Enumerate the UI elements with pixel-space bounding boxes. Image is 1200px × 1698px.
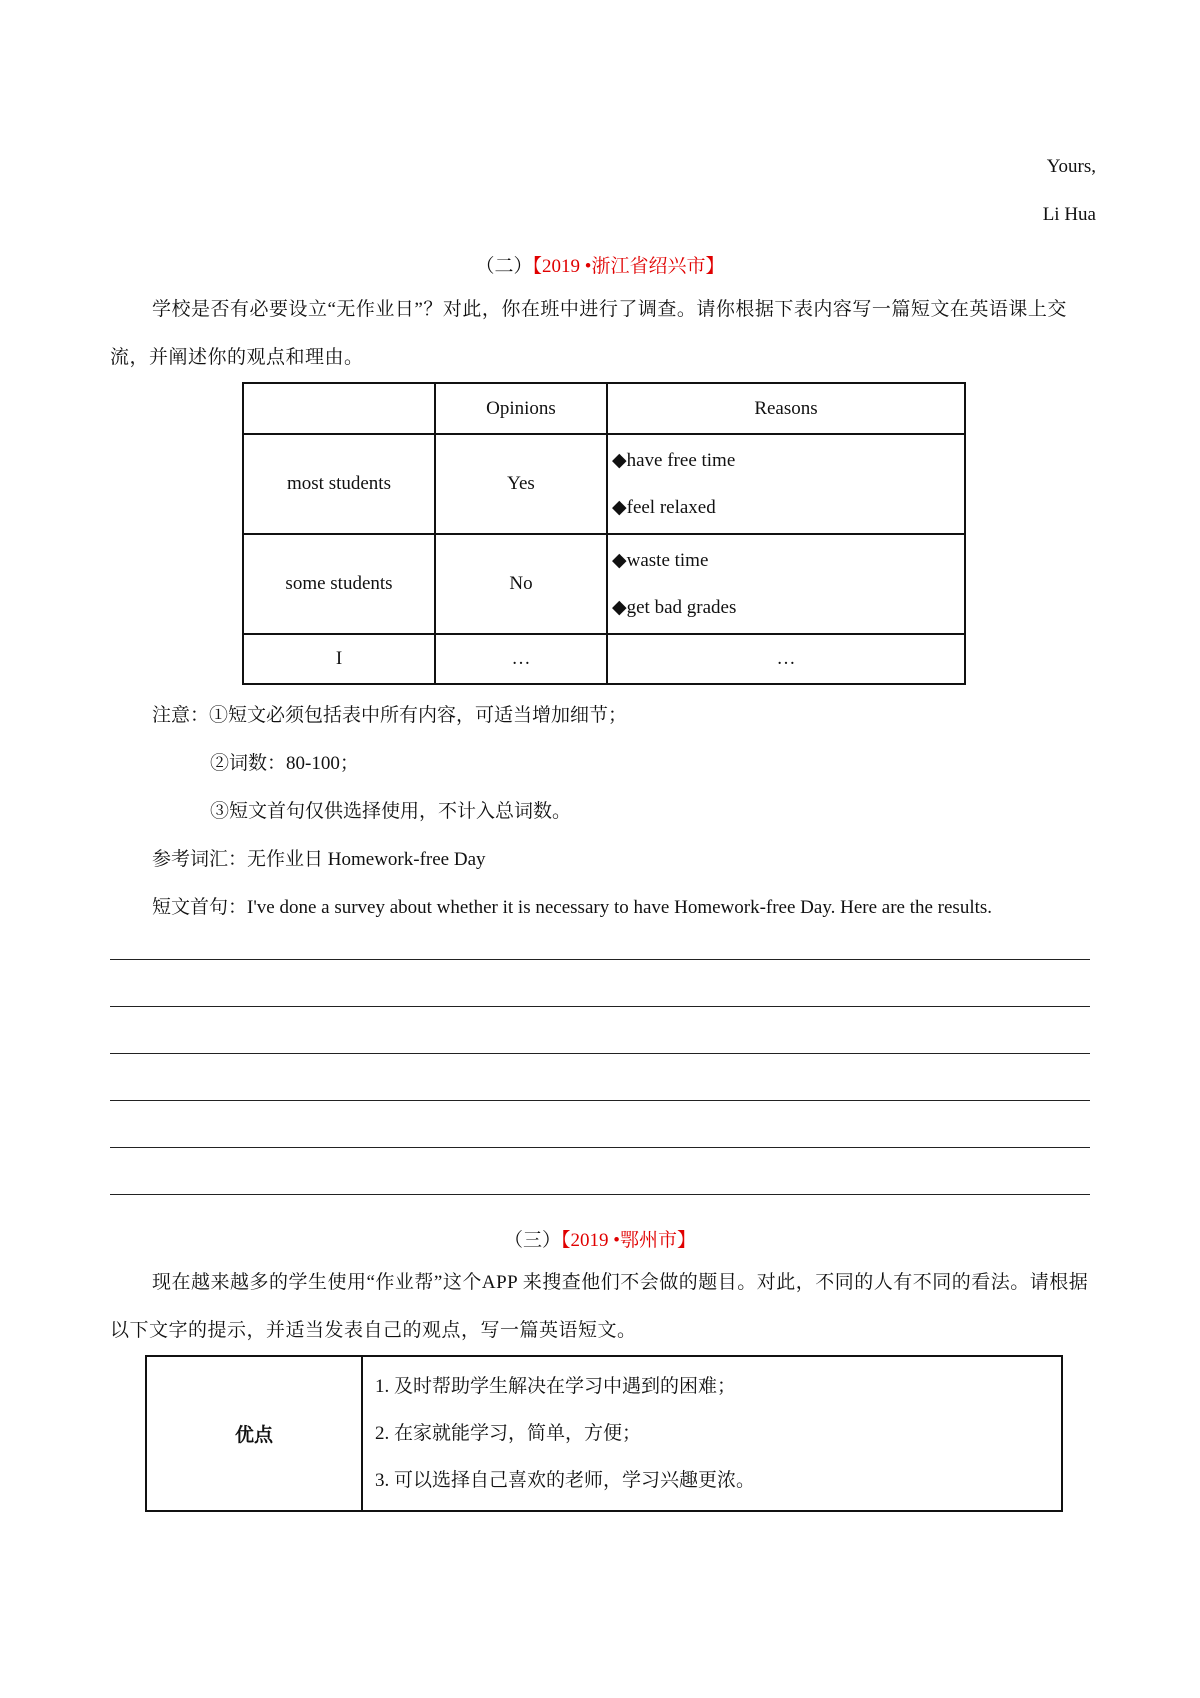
answer-line[interactable] — [110, 1006, 1090, 1007]
table-header-cell: Reasons — [607, 383, 965, 434]
table-header-cell — [243, 383, 435, 434]
advantages-table — [145, 1355, 1063, 1512]
table-cell-who: some students — [243, 534, 435, 634]
table-cell-who: I — [243, 634, 435, 684]
note-item: ②词数：80-100； — [210, 753, 359, 774]
section3-prompt: 现在越来越多的学生使用“作业帮”这个APP 来搜查他们不会做的题目。对此，不同的人有不同的看法。请根据以下文字的提示，并适当发表自己的观点，写一篇英语短文。 — [110, 1272, 1089, 1341]
answer-line[interactable] — [110, 1147, 1090, 1148]
table-cell-opinion: Yes — [435, 434, 607, 534]
section2-source: 【2019 •浙江省绍兴市】 — [532, 256, 725, 277]
table-header-cell: Opinions — [435, 383, 607, 434]
section3-source: 【2019 •鄂州市】 — [561, 1230, 696, 1251]
table-header-row — [243, 383, 965, 434]
table-cell-reasons — [607, 434, 965, 534]
note-item: ①短文必须包括表中所有内容，可适当增加细节； — [209, 705, 628, 726]
notes-label: 注意： — [152, 705, 210, 726]
table-cell-reasons — [607, 534, 965, 634]
notes-line-1 — [152, 700, 627, 727]
table-row — [243, 434, 965, 534]
section2-heading — [0, 251, 1200, 278]
table-cell-opinion: … — [435, 634, 607, 684]
advantage-item: 1. 及时帮助学生解决在学习中遇到的困难； — [375, 1376, 737, 1397]
advantage-item: 2. 在家就能学习，简单，方便； — [375, 1423, 642, 1444]
vocab-label: 参考词汇： — [152, 849, 248, 870]
table-cell-opinion: No — [435, 534, 607, 634]
answer-line[interactable] — [110, 959, 1090, 960]
table-row — [243, 634, 965, 684]
table-row — [243, 534, 965, 634]
section3-heading — [0, 1225, 1200, 1252]
table-cell-who: most students — [243, 434, 435, 534]
survey-table — [242, 382, 966, 685]
table-row — [146, 1356, 1062, 1511]
vocab-text: 无作业日 Homework-free Day — [247, 849, 486, 870]
first-sentence-text: I've done a survey about whether it is necessary to have Homework-free Day. Here are the results. — [247, 897, 993, 918]
answer-line[interactable] — [110, 1100, 1090, 1101]
note-item: ③短文首句仅供选择使用，不计入总词数。 — [210, 801, 572, 822]
section3-prefix: （三） — [504, 1230, 562, 1251]
reason-item: ◆get bad grades — [612, 597, 737, 618]
advantage-item: 3. 可以选择自己喜欢的老师，学习兴趣更浓。 — [375, 1470, 756, 1491]
first-sentence-label: 短文首句： — [152, 897, 248, 918]
section2-prefix: （二） — [475, 256, 533, 277]
section2-prompt: 学校是否有必要设立“无作业日”？对此，你在班中进行了调查。请你根据下表内容写一篇短文在英语课上交流，并阐述你的观点和理由。 — [110, 299, 1067, 368]
closing-yours: Yours, — [1046, 156, 1096, 177]
reason-item: ◆waste time — [612, 550, 709, 571]
reason-item: ◆have free time — [612, 450, 736, 471]
first-sentence-line — [152, 892, 992, 919]
advantages-items — [362, 1356, 1062, 1511]
reason-item: ◆feel relaxed — [612, 497, 716, 518]
answer-line[interactable] — [110, 1194, 1090, 1195]
answer-line[interactable] — [110, 1053, 1090, 1054]
closing-name: Li Hua — [1042, 204, 1096, 225]
vocab-line — [152, 844, 486, 871]
table-cell-reasons: … — [607, 634, 965, 684]
advantages-label: 优点 — [146, 1356, 362, 1511]
